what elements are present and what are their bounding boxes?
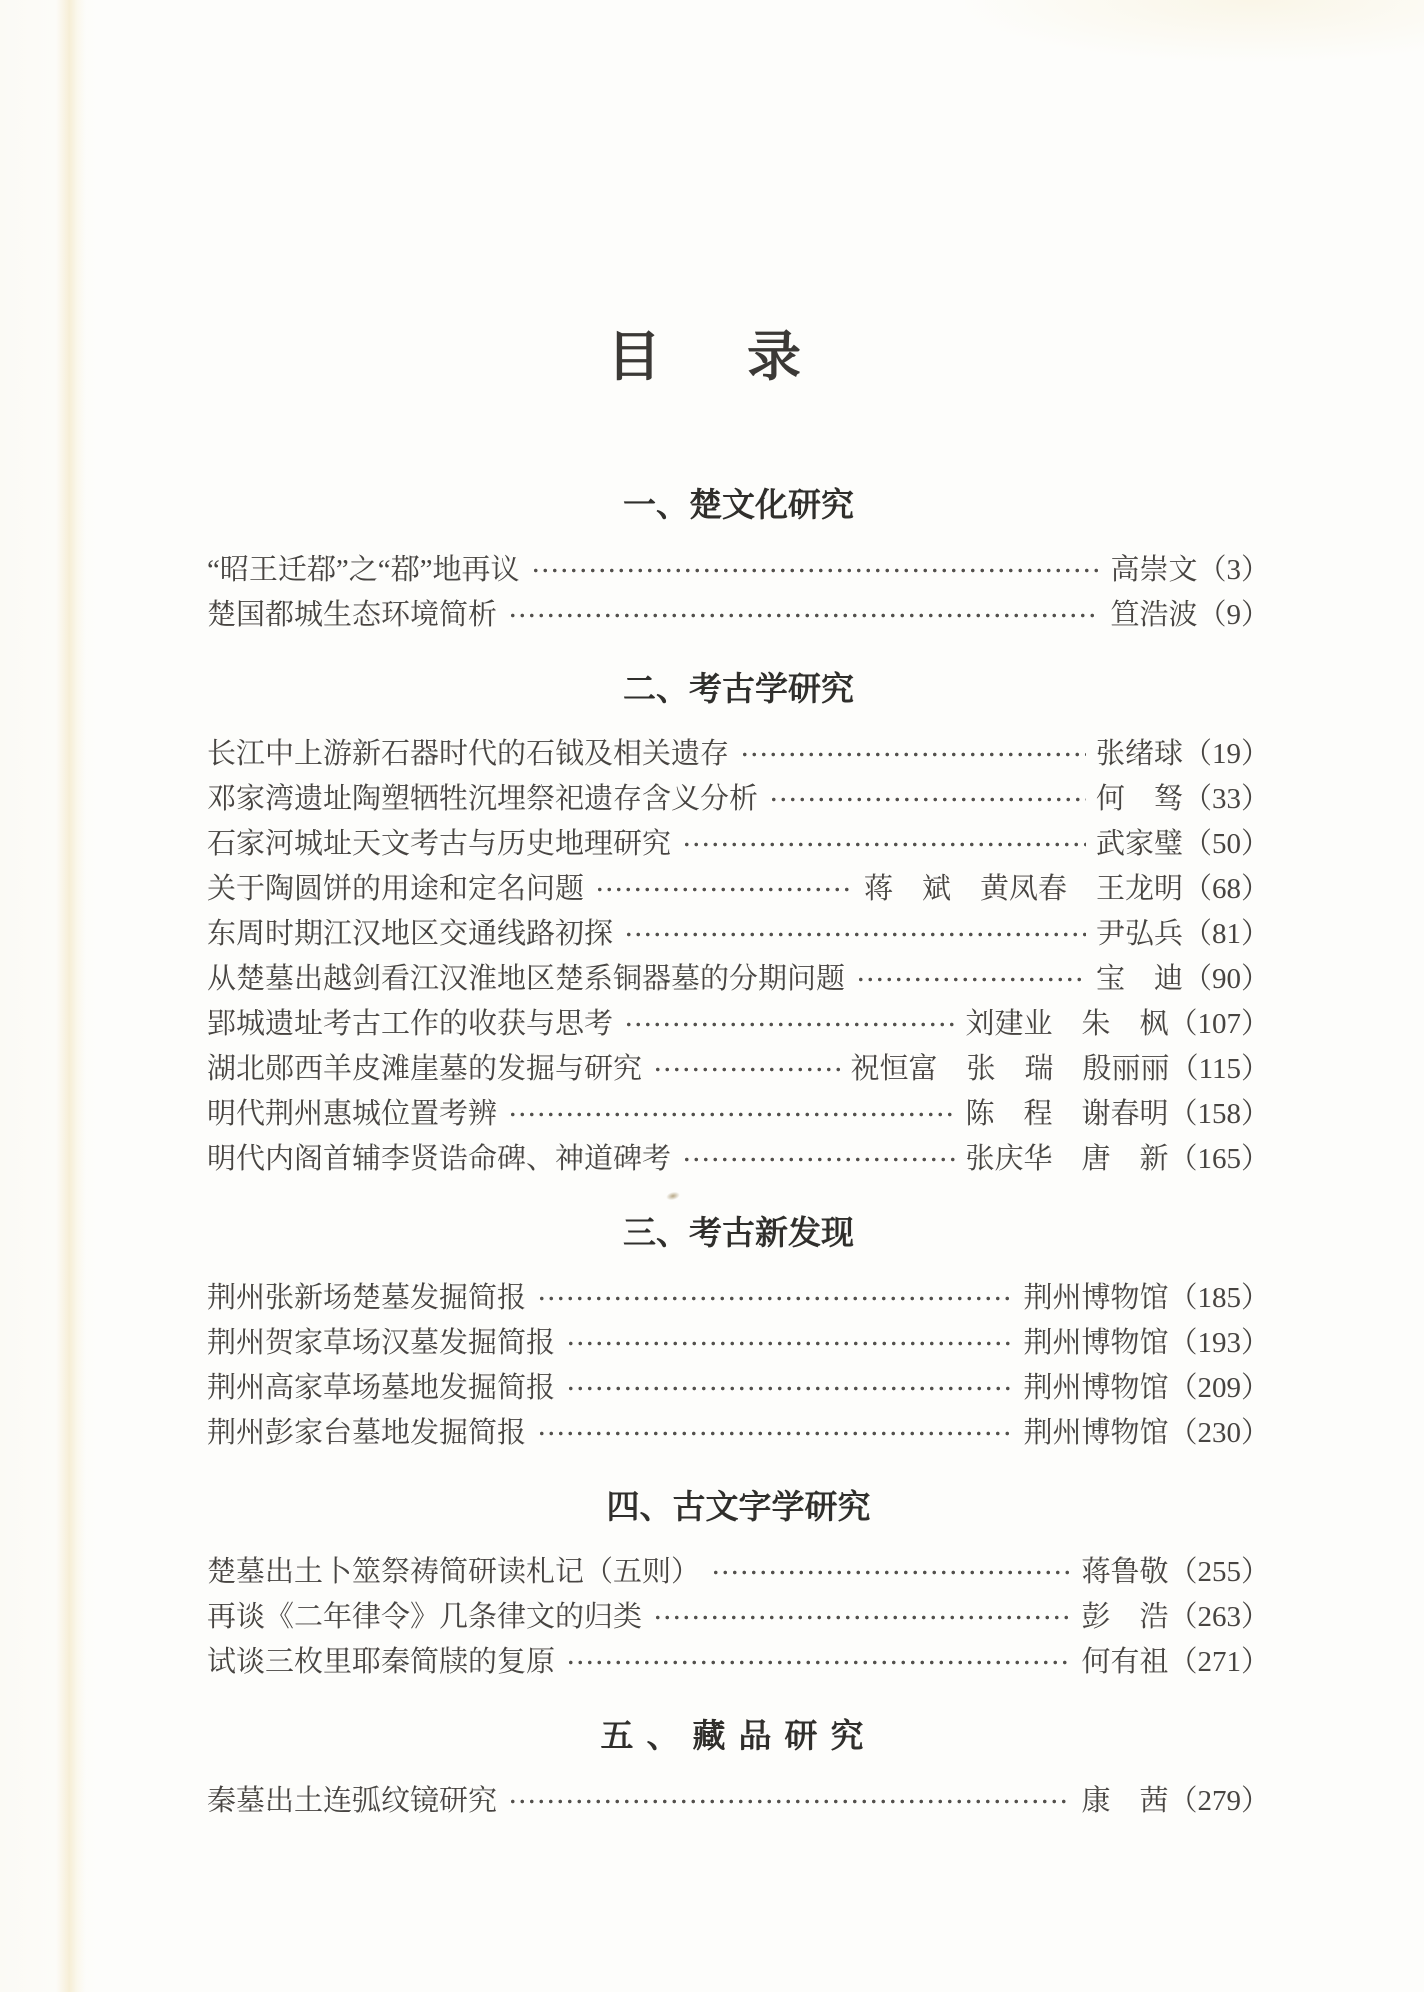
section-entries [207,732,1270,1182]
entry-authors: 何有祖 [1081,1646,1169,1678]
entry-page-number: （271） [1168,1646,1270,1678]
entry-page-number: （19） [1182,738,1270,770]
toc-entry [207,777,1270,822]
dot-leader [593,867,854,912]
section-entries [207,1779,1270,1824]
entry-authors: 陈 程 谢春明 [965,1098,1169,1130]
entry-title: 再谈《二年律令》几条律文的归类 [207,1601,643,1633]
toc-list [207,0,1270,1824]
section-heading: 三、考古新发现 [623,1214,854,1251]
entry-authors: 笪浩波 [1110,599,1198,631]
entry-page-number: （185） [1168,1282,1270,1314]
section-heading: 二、考古学研究 [623,670,854,707]
dot-leader [506,1779,1071,1824]
toc-entry [207,1411,1270,1456]
entry-title: 关于陶圆饼的用途和定名问题 [207,873,585,905]
toc-entry [207,957,1270,1002]
toc-section [207,1487,1270,1685]
toc-entry [207,732,1270,777]
toc-entry [207,1366,1270,1411]
entry-authors: 高崇文 [1110,554,1198,586]
dot-leader [680,1137,955,1182]
entry-title: 湖北郧西羊皮滩崖墓的发掘与研究 [207,1053,643,1085]
entry-title: 从楚墓出越剑看江汉淮地区楚系铜器墓的分期问题 [207,963,846,995]
entry-authors: 荆州博物馆 [1023,1282,1169,1314]
entry-page-number: （3） [1197,554,1270,586]
dot-leader [651,1595,1071,1640]
page-title: 目 录 [607,327,817,387]
entry-page-number: （50） [1182,828,1270,860]
entry-title: 邓家湾遗址陶塑牺牲沉埋祭祀遗存含义分析 [207,783,759,815]
toc-entry [207,1047,1270,1092]
entry-page-number: （107） [1168,1008,1270,1040]
toc-entry [207,1137,1270,1182]
page-edge-shading [56,0,86,1992]
entry-title: 明代荆州惠城位置考辨 [207,1098,498,1130]
entry-page-number: （158） [1168,1098,1270,1130]
toc-section [207,485,1270,638]
toc-entry [207,822,1270,867]
toc-entry [207,1276,1270,1321]
dot-leader [854,957,1086,1002]
toc-section [207,669,1270,1182]
entry-title: 荆州高家草场墓地发掘简报 [207,1372,556,1404]
dot-leader [622,1002,955,1047]
dot-leader [622,912,1086,957]
dot-leader [564,1321,1013,1366]
toc-entry [207,1321,1270,1366]
entry-title: 荆州贺家草场汉墓发掘简报 [207,1327,556,1359]
toc-entry [207,1550,1270,1595]
entry-page-number: （115） [1169,1053,1270,1085]
dot-leader [535,1411,1013,1456]
dot-leader [738,732,1086,777]
entry-page-number: （165） [1168,1143,1270,1175]
toc-entry [207,1092,1270,1137]
entry-page-number: （263） [1168,1601,1270,1633]
entry-authors: 蒋 斌 黄凤春 王龙明 [863,873,1183,905]
entry-title: 楚墓出土卜筮祭祷简研读札记（五则） [207,1556,701,1588]
entry-page-number: （230） [1168,1417,1270,1449]
toc-entry [207,867,1270,912]
entry-authors: 刘建业 朱 枫 [965,1008,1169,1040]
toc-entry [207,548,1270,593]
entry-title: 试谈三枚里耶秦简牍的复原 [207,1646,556,1678]
toc-section [207,1716,1270,1824]
dot-leader [535,1276,1013,1321]
dot-leader [564,1366,1013,1411]
entry-title: 东周时期江汉地区交通线路初探 [207,918,614,950]
entry-authors: 祝恒富 张 瑞 殷丽丽 [850,1053,1170,1085]
entry-page-number: （68） [1182,873,1270,905]
dot-leader [767,777,1086,822]
entry-authors: 张绪球 [1095,738,1183,770]
entry-page-number: （33） [1182,783,1270,815]
dot-leader [529,548,1101,593]
entry-title: 长江中上游新石器时代的石钺及相关遗存 [207,738,730,770]
entry-authors: 荆州博物馆 [1023,1372,1169,1404]
dot-leader [506,593,1100,638]
dot-leader [651,1047,841,1092]
entry-page-number: （279） [1168,1785,1270,1817]
dot-leader [709,1550,1071,1595]
entry-title: 荆州彭家台墓地发掘简报 [207,1417,527,1449]
dot-leader [506,1092,955,1137]
entry-title: 郢城遗址考古工作的收获与思考 [207,1008,614,1040]
entry-authors: 荆州博物馆 [1023,1327,1169,1359]
entry-authors: 蒋鲁敬 [1081,1556,1169,1588]
section-entries [207,1550,1270,1685]
entry-page-number: （81） [1182,918,1270,950]
entry-page-number: （193） [1168,1327,1270,1359]
section-heading: 一、楚文化研究 [623,486,854,523]
entry-page-number: （209） [1168,1372,1270,1404]
entry-title: 荆州张新场楚墓发掘简报 [207,1282,527,1314]
entry-authors: 荆州博物馆 [1023,1417,1169,1449]
section-entries [207,1276,1270,1456]
toc-entry [207,912,1270,957]
dot-leader [564,1640,1071,1685]
entry-title: 楚国都城生态环境简析 [207,599,498,631]
entry-title: 明代内阁首辅李贤诰命碑、神道碑考 [207,1143,672,1175]
section-heading: 四、古文字学研究 [606,1488,871,1525]
entry-page-number: （255） [1168,1556,1270,1588]
entry-title: 秦墓出土连弧纹镜研究 [207,1785,498,1817]
toc-entry [207,593,1270,638]
entry-page-number: （9） [1197,599,1270,631]
entry-page-number: （90） [1182,963,1270,995]
toc-section [207,1213,1270,1456]
entry-title: “昭王迁鄀”之“鄀”地再议 [207,554,520,586]
entry-authors: 何 驽 [1095,783,1183,815]
section-entries [207,548,1270,638]
entry-authors: 张庆华 唐 新 [965,1143,1169,1175]
entry-authors: 武家璧 [1095,828,1183,860]
entry-authors: 康 茜 [1081,1785,1169,1817]
section-heading: 五、藏品研究 [600,1717,877,1754]
entry-authors: 彭 浩 [1081,1601,1169,1633]
entry-authors: 宝 迪 [1095,963,1183,995]
toc-entry [207,1779,1270,1824]
toc-entry [207,1640,1270,1685]
dot-leader [680,822,1086,867]
entry-title: 石家河城址天文考古与历史地理研究 [207,828,672,860]
entry-authors: 尹弘兵 [1095,918,1183,950]
toc-entry [207,1595,1270,1640]
toc-entry [207,1002,1270,1047]
